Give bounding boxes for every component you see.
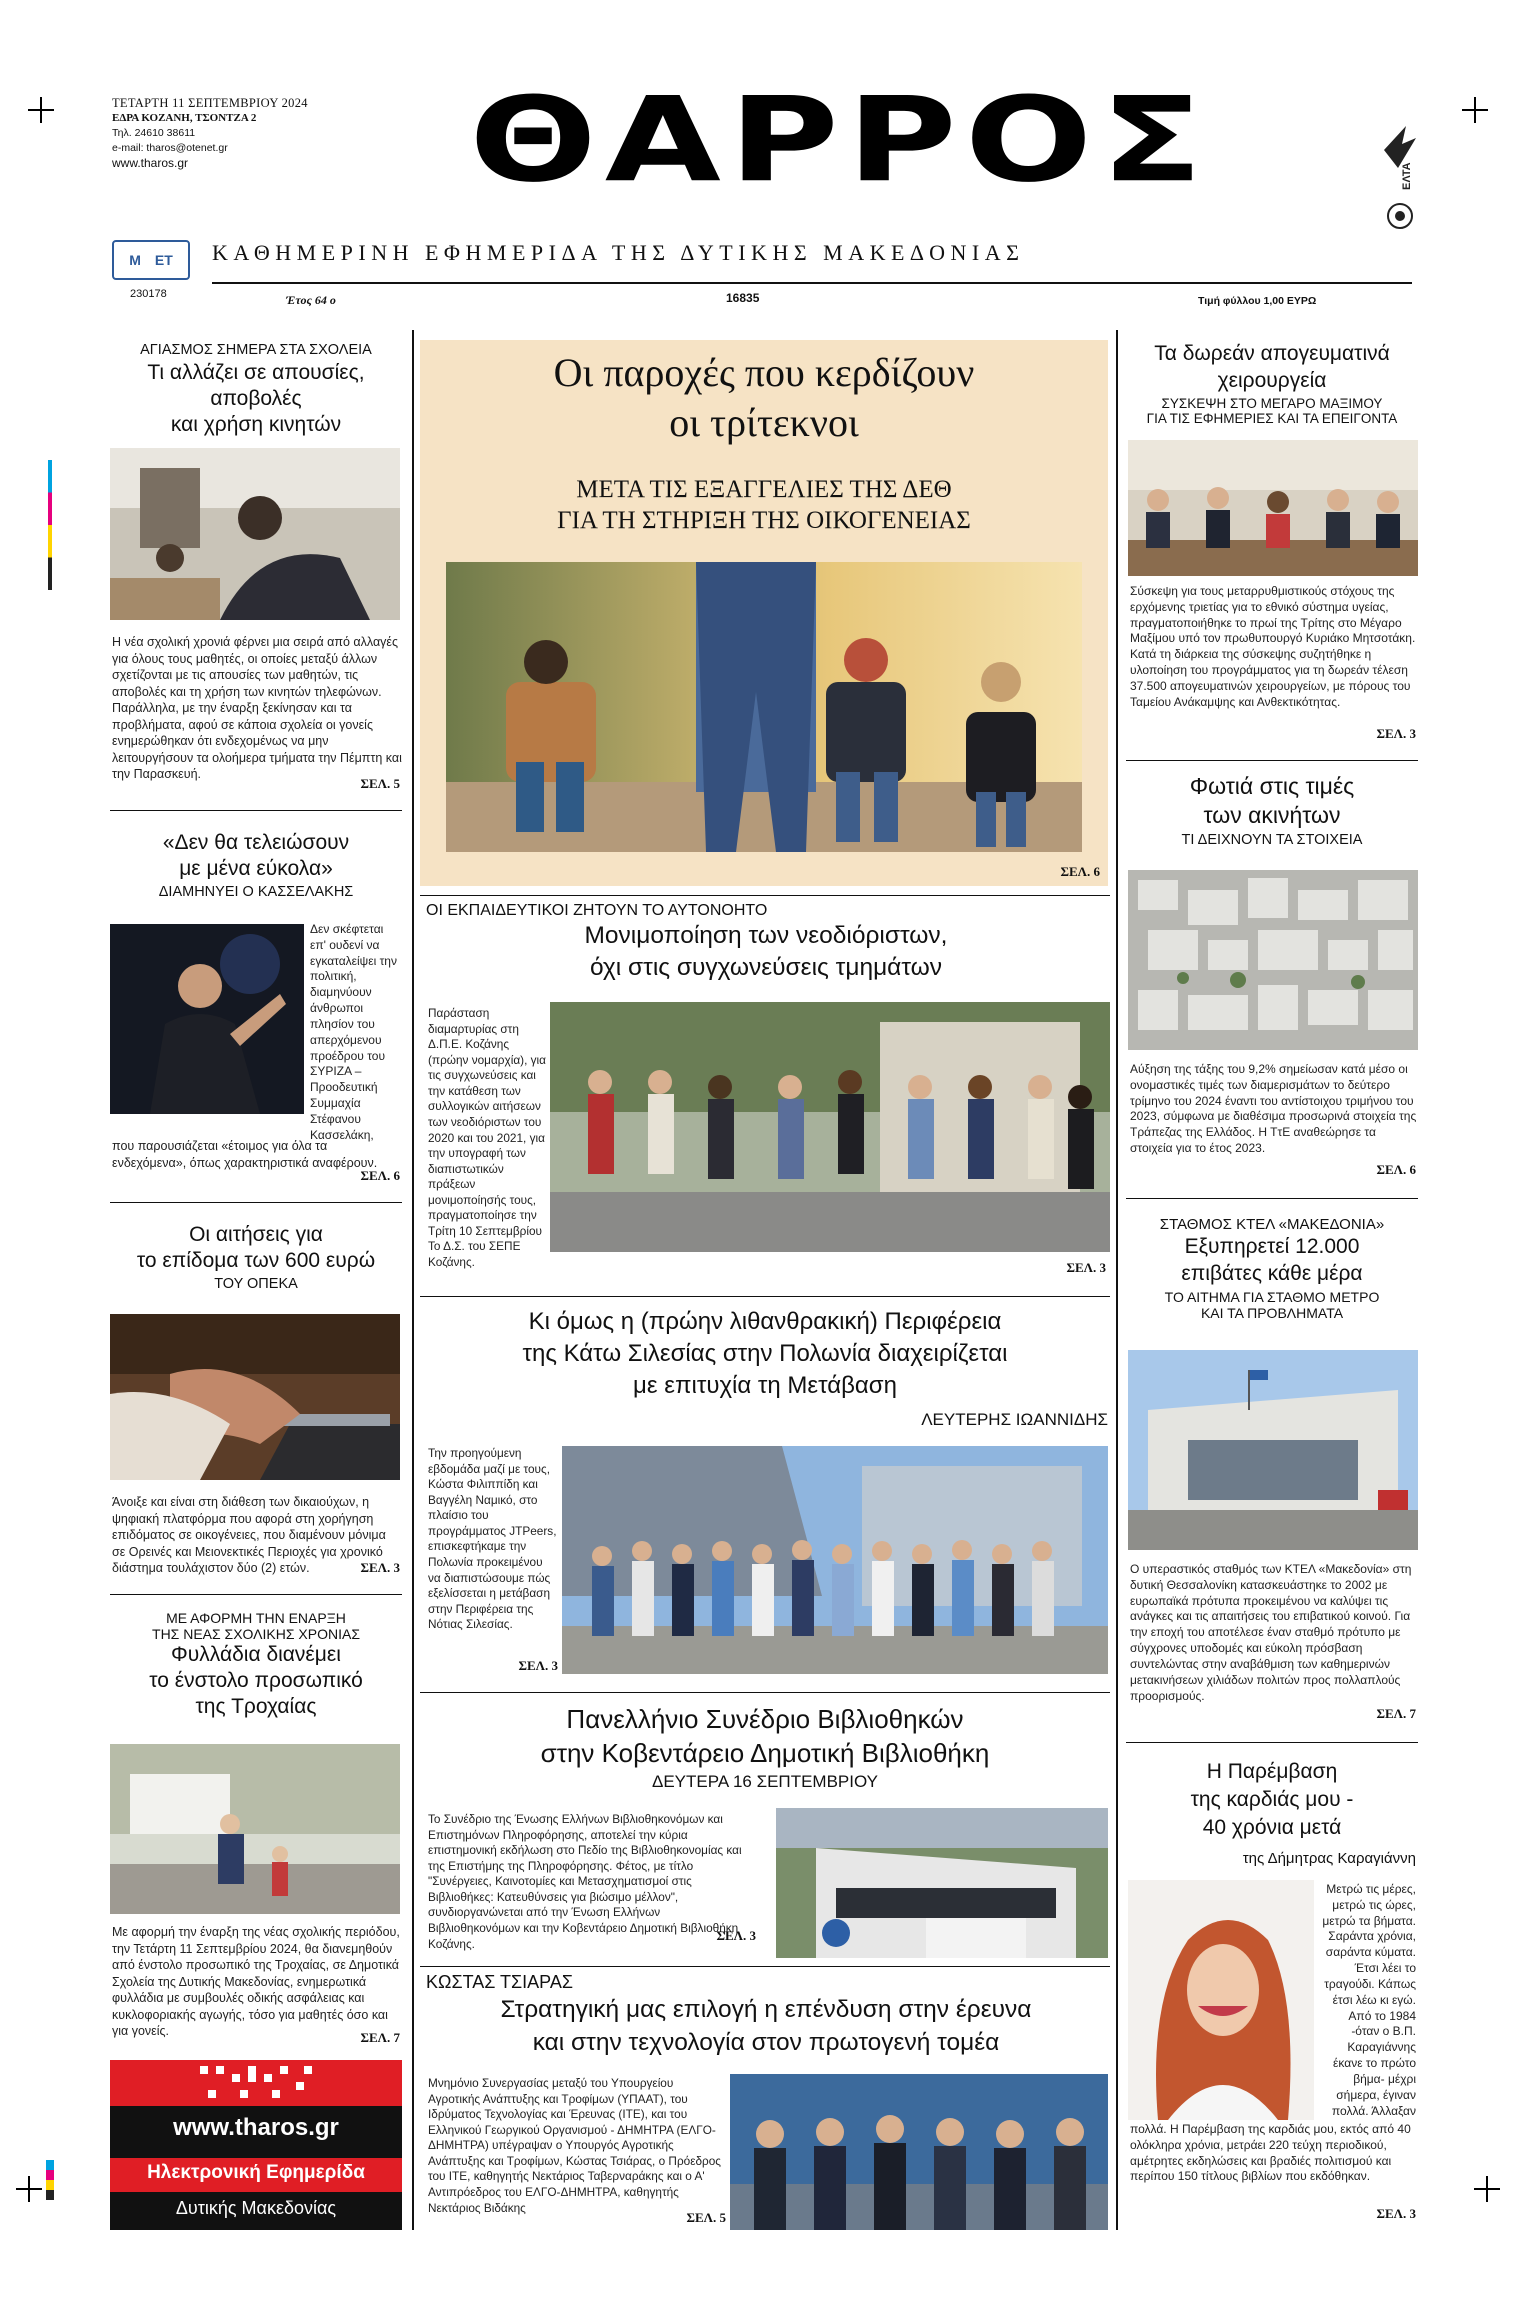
headline-line: με επιτυχία τη Μετάβαση	[633, 1372, 897, 1399]
photo-family-walking	[446, 562, 1082, 852]
issue-number: 16835	[726, 291, 760, 305]
headline-line: Οι αιτήσεις για	[189, 1223, 323, 1246]
headline	[426, 1993, 1106, 2059]
email: e-mail: tharos@otenet.gr	[112, 142, 228, 154]
page-ref[interactable]: ΣΕΛ. 7	[360, 2030, 400, 2045]
headline	[420, 1702, 1110, 1770]
headline	[1126, 340, 1418, 394]
elta-logo	[1376, 120, 1424, 230]
cmyk-mark	[46, 2160, 54, 2200]
headline-line: αποβολές	[210, 387, 302, 410]
headline	[110, 1222, 402, 1274]
color-bar	[48, 460, 52, 590]
article-traffic-police[interactable]	[110, 1610, 402, 1720]
subtitle: ΚΑΘΗΜΕΡΙΝΗ ΕΦΗΜΕΡΙΔΑ ΤΗΣ ΔΥΤΙΚΗΣ ΜΑΚΕΔΟΝΙΑΣ	[212, 240, 1025, 265]
issue-date: ΤΕΤΑΡΤΗ 11 ΣΕΠΤΕΜΒΡΙΟΥ 2024	[112, 96, 308, 110]
headline-line: το ένστολο προσωπικό	[149, 1669, 363, 1692]
headline-line: Τι αλλάζει σε απουσίες,	[147, 361, 365, 384]
headline-line: «Δεν θα τελειώσουν	[162, 831, 350, 854]
headline-line: οι τρίτεκνοι	[669, 400, 859, 445]
photo-karagianni	[1128, 1880, 1314, 2120]
page-ref[interactable]: ΣΕΛ. 5	[360, 776, 400, 791]
crop-mark-bottom-right	[1474, 2176, 1500, 2202]
kicker: ΔΕΥΤΕΡΑ 16 ΣΕΠΤΕΜΒΡΙΟΥ	[651, 1772, 878, 1791]
headline-line: το επίδομα των 600 ευρώ	[136, 1249, 376, 1272]
photo-classroom	[110, 448, 400, 620]
author: ΛΕΥΤΕΡΗΣ ΙΩΑΝΝΙΔΗΣ	[921, 1410, 1108, 1429]
section-rule	[420, 1296, 1110, 1297]
headline-line: Φυλλάδια διανέμει	[171, 1643, 341, 1666]
headline-line: της Κάτω Σιλεσίας στην Πολωνία διαχειρίζεται	[522, 1340, 1008, 1367]
section-rule	[110, 810, 402, 811]
year: Έτος 64 ο	[286, 293, 336, 307]
page-ref[interactable]: ΣΕΛ. 7	[1376, 1706, 1416, 1721]
section-rule	[420, 895, 1110, 896]
pixel-pattern-icon	[190, 2060, 320, 2106]
photo-tsiaras-signing	[730, 2074, 1108, 2230]
masthead-rule	[212, 282, 1412, 284]
photo-silesia-group	[562, 1446, 1108, 1674]
subheadline-line: ΜΕΤΑ ΤΙΣ ΕΞΑΓΓΕΛΙΕΣ ΤΗΣ ΔΕΘ	[576, 476, 952, 503]
lead-headline	[420, 348, 1108, 448]
headline	[1126, 772, 1418, 830]
headline-line: επιβάτες κάθε μέρα	[1181, 1262, 1363, 1285]
headline-line: Η Παρέμβαση	[1206, 1760, 1338, 1783]
crop-mark-top-left	[28, 97, 54, 123]
article-paremvasi[interactable]	[1126, 1758, 1418, 1842]
met-right: ΕΤ	[154, 252, 173, 268]
headline	[1126, 1233, 1418, 1287]
page-ref[interactable]: ΣΕΛ. 6	[360, 1168, 400, 1183]
promo-line2: Δυτικής Μακεδονίας	[175, 2198, 337, 2218]
section-rule	[420, 1692, 1110, 1693]
headline-line: της καρδιάς μου -	[1190, 1788, 1354, 1811]
kicker: ΣΤΑΘΜΟΣ ΚΤΕΛ «ΜΑΚΕΔΟΝΙΑ»	[1159, 1216, 1385, 1233]
price: Τιμή φύλλου 1,00 ΕΥΡΩ	[1198, 295, 1317, 307]
promo-url[interactable]: www.tharos.gr	[173, 2114, 339, 2141]
page-ref[interactable]: ΣΕΛ. 6	[1376, 1162, 1416, 1177]
newspaper-title: ΘΑΡΡΟΣ	[469, 72, 1211, 209]
crop-mark-bottom-left	[16, 2176, 42, 2202]
kicker: ΜΕ ΑΦΟΡΜΗ ΤΗΝ ΕΝΑΡΞΗ	[166, 1610, 346, 1626]
headline	[110, 830, 402, 882]
website[interactable]: www.tharos.gr	[112, 156, 189, 170]
article-opeka[interactable]	[110, 1222, 402, 1292]
author: της Δήμητρας Καραγιάννη	[1242, 1850, 1416, 1867]
headline-line: 40 χρόνια μετά	[1202, 1816, 1342, 1839]
photo-teachers-protest	[550, 1002, 1110, 1252]
article-body: Με αφορμή την έναρξη της νέας σχολικής περιόδου, την Τετάρτη 11 Σεπτεμβρίου 2024, θα διανεμηθούν από ένστολο προσωπικό της Τροχαίας, σε Δημοτικά Σχολεία της Δυτικής Μακεδονίας, ενημερωτικά φυλλάδια με συμβουλές οδικής ασφάλειας και κυκλοφοριακής αγωγής, τόσο για μαθητές όσο και για γονείς.	[112, 1925, 400, 2038]
article-body: Αύξηση της τάξης του 9,2% σημείωσαν κατά μέσο οι ονομαστικές τιμές των διαμερισμάτων το δεύτερο τρίμηνο του 2024 έναντι του αντίστοιχου τριμήνου του 2023, σύμφωνα με διαθέσιμα προσωρινά στοιχεία της Τράπεζας της Ελλάδος. Η ΤτΕ αναθεώρησε τα στοιχεία για το έτος 2023.	[1130, 1062, 1417, 1156]
page-ref[interactable]: ΣΕΛ. 3	[360, 1560, 400, 1575]
subheadline-line: ΓΙΑ ΤΗ ΣΤΗΡΙΞΗ ΤΗΣ ΟΙΚΟΓΕΝΕΙΑΣ	[557, 507, 971, 534]
page-ref[interactable]: ΣΕΛ. 3	[1376, 726, 1416, 741]
kicker: ΣΥΣΚΕΨΗ ΣΤΟ ΜΕΓΑΡΟ ΜΑΞΙΜΟΥ	[1161, 396, 1383, 411]
headline	[110, 360, 402, 438]
article-body: Μνημόνιο Συνεργασίας μεταξύ του Υπουργείου Αγροτικής Ανάπτυξης και Τροφίμων (ΥΠΑΑΤ), του Ιδρύματος Τεχνολογίας και Έρευνας (ΙΤΕ), και του Ελληνικού Γεωργικού Οργανισμού - ΔΗΜΗΤΡΑ (ΕΛΓΟ-ΔΗΜΗΤΡΑ) υπέγραψαν ο Υπουργός Αγροτικής Ανάπτυξης και Τροφίμων, Κώστας Τσιάρας, ο Πρόεδρος του ΙΤΕ, καθηγητής Νεκτάριος Ταβερναράκης και ο Α' Αντιπρόεδρος του ΕΛΓΟ-ΔΗΜΗΤΡΑ, καθηγητής Νεκτάριος Βιδάκης	[428, 2076, 721, 2215]
article-ktel[interactable]	[1126, 1216, 1418, 1321]
kicker: ΔΙΑΜΗΝΥΕΙ Ο ΚΑΣΣΕΛΑΚΗΣ	[158, 884, 354, 900]
page-ref[interactable]: ΣΕΛ. 6	[1060, 864, 1100, 879]
article-silesia[interactable]	[420, 1306, 1110, 1402]
article-body-bottom: πολλά. Η Παρέμβαση της καρδιάς μου, εκτός από 40 ολόκληρα χρόνια, μετράει 220 τεύχη περιοδικού, αμέτρητες εκδηλώσεις και βραδιές πολιτισμού και περίπου 150 τίτλους βιβλίων που εκδόθηκαν.	[1130, 2122, 1411, 2184]
article-library[interactable]	[420, 1702, 1110, 1792]
section-rule	[1126, 760, 1418, 761]
kicker: ΑΓΙΑΣΜΟΣ ΣΗΜΕΡΑ ΣΤΑ ΣΧΟΛΕΙΑ	[140, 342, 372, 358]
page-ref[interactable]: ΣΕΛ. 3	[1376, 2206, 1416, 2221]
headline-line: χειρουργεία	[1217, 369, 1327, 392]
section-rule	[1126, 1198, 1418, 1199]
photo-ktel-station	[1128, 1350, 1418, 1550]
article-body: Το Συνέδριο της Ένωσης Ελλήνων Βιβλιοθηκονόμων και Επιστημόνων Πληροφόρησης, αποτελεί την κύρια επιστημονική εκδήλωση στο Πεδίο της Βιβλιοθηκονομίας και της Επιστήμης της Πληροφόρησης. Φέτος, με τίτλο "Συνέργειες, Καινοτομίες και Μετασχηματισμοί στις Βιβλιοθήκες: Κατευθύνσεις για βιώσιμο μέλλον", συνδιοργανώνεται από την Ένωση Ελλήνων Βιβλιοθηκονόμων και την Κοβεντάρειο Δημοτική Βιβλιοθήκη Κοζάνης.	[428, 1812, 742, 1951]
promo-line1: Ηλεκτρονική Εφημερίδα	[147, 2162, 365, 2183]
kicker: ΟΙ ΕΚΠΑΙΔΕΥΤΙΚΟΙ ΖΗΤΟΥΝ ΤΟ ΑΥΤΟΝΟΗΤΟ	[426, 902, 768, 919]
headline-line: της Τροχαίας	[195, 1695, 317, 1718]
kicker: ΤΙ ΔΕΙΧΝΟΥΝ ΤΑ ΣΤΟΙΧΕΙΑ	[1181, 832, 1363, 848]
photo-traffic-police	[110, 1744, 400, 1914]
article-kasselakis[interactable]	[110, 830, 402, 900]
headline-line: Οι παροχές που κερδίζουν	[553, 350, 975, 395]
kicker: ΤΟΥ ΟΠΕΚΑ	[214, 1276, 298, 1292]
headline-line: στην Κοβεντάρειο Δημοτική Βιβλιοθήκη	[540, 1738, 990, 1768]
article-teachers[interactable]	[426, 902, 1106, 984]
article-surgeries[interactable]	[1126, 340, 1418, 426]
headline	[426, 920, 1106, 984]
article-body: Σύσκεψη για τους μεταρρυθμιστικούς στόχους της ερχόμενης τριετίας για το εθνικό σύστημα υγείας, πραγματοποιήθηκε το πρωί της Τρίτης στο Μέγαρο Μαξίμου υπό τον πρωθυπουργό Κυριάκο Μητσοτάκη. Κατά τη διάρκεια της σύσκεψης συζητήθηκε η υλοποίηση του προγράμματος για τη δωρεάν τέλεση 37.500 απογευματινών χειρουργείων, με πόρους του Ταμείου Ανάκαμψης και Ανθεκτικότητας.	[1130, 584, 1416, 709]
photo-maximos-meeting	[1128, 440, 1418, 576]
article-body: Παράσταση διαμαρτυρίας στη Δ.Π.Ε. Κοζάνης (πρώην νομαρχία), για τις συγχωνεύσεις και την κατάθεση των συλλογικών αιτήσεων των νεοδιόριστων του 2020 και του 2021, για την υπογραφή των διαπιστωτικών πράξεων μονιμοποίησής τους, πραγματοποίησε την Τρίτη 10 Σεπτεμβρίου Το Δ.Σ. του ΣΕΠΕ Κοζάνης.	[428, 1006, 546, 1269]
page-ref[interactable]: ΣΕΛ. 3	[716, 1928, 756, 1943]
masthead-info	[112, 96, 352, 171]
article-body: Την προηγούμενη εβδομάδα μαζί με τους, Κώστα Φιλιππίδη και Βαγγέλη Ναμικό, στο πλαίσιο του προγράμματος JTPeers, επισκεφτήκαμε την Πολωνία προκειμένου να διαπιστώσουμε πώς εξελίσσεται η μετάβαση στην Περιφέρεια της Νότιας Σιλεσίας.	[428, 1446, 557, 1632]
crop-mark-top-right	[1462, 97, 1488, 123]
lead-story[interactable]	[420, 340, 1108, 886]
met-badge	[112, 240, 190, 280]
article-body: Ο υπεραστικός σταθμός των ΚΤΕΛ «Μακεδονία» στη δυτική Θεσσαλονίκη κατασκευάστηκε το 2002 με ευρωπαϊκά πρότυπα προκειμένου να καλύψει τις ανάγκες και τις απαιτήσεις του επιβατικού κοινού. Για την εποχή του αποτέλεσε έναν σταθμό πρότυπο με σύγχρονες υποδομές και εύκολη πρόσβαση συντελώντας στην αναβάθμιση των καθημερινών μετακινήσεων χιλιάδων πολιτών προς πολλαπλούς προορισμούς.	[1130, 1562, 1412, 1703]
photo-kasselakis	[110, 924, 304, 1114]
address: ΕΔΡΑ ΚΟΖΑΝΗ, ΤΣΟΝΤΖΑ 2	[112, 112, 257, 124]
headline-line: Εξυπηρετεί 12.000	[1184, 1235, 1360, 1258]
met-code: 230178	[130, 288, 167, 300]
headline	[420, 1306, 1110, 1402]
photo-laptop	[110, 1314, 400, 1480]
photo-library-building	[776, 1808, 1108, 1958]
headline-line: και χρήση κινητών	[170, 413, 342, 436]
headline-line: όχι στις συγχωνεύσεις τμημάτων	[589, 954, 943, 981]
kicker: ΓΙΑ ΤΙΣ ΕΦΗΜΕΡΙΕΣ ΚΑΙ ΤΑ ΕΠΕΙΓΟΝΤΑ	[1146, 411, 1398, 426]
article-body-side: Δεν σκέφτεται επ' ουδενί να εγκαταλείψει την πολιτική, διαμηνύουν άνθρωποι πλησίον του απερχόμενου προέδρου του ΣΥΡΙΖΑ – Προοδευτική Συμμαχία Στέφανου Κασσελάκη,	[310, 922, 397, 1142]
headline-line: και στην τεχνολογία στον πρωτογενή τομέα	[532, 2029, 1000, 2056]
article-real-estate[interactable]	[1126, 772, 1418, 848]
headline	[110, 1642, 402, 1720]
article-tsiaras[interactable]	[426, 1972, 1106, 2059]
met-left: Μ	[129, 252, 141, 268]
promo-box[interactable]	[110, 2060, 402, 2230]
headline-line: Στρατηγική μας επιλογή η επένδυση στην έρευνα	[500, 1996, 1032, 2023]
column-rule-left	[412, 330, 414, 2230]
section-rule	[1126, 1742, 1418, 1743]
headline-line: Πανελλήνιο Συνέδριο Βιβλιοθηκών	[566, 1704, 964, 1734]
article-school-rules[interactable]	[110, 342, 402, 438]
article-body: Άνοιξε και είναι στη διάθεση των δικαιούχων, η ψηφιακή πλατφόρμα που αφορά στη χορήγηση επιδόματος σε οικογένειες, που διαμένουν μόνιμα σε Ορεινές και Μειονεκτικές Περιοχές για χρονικό διάστημα τουλάχιστον δύο (2) ετών.	[112, 1495, 386, 1575]
section-rule	[110, 1594, 402, 1595]
headline-line: Τα δωρεάν απογευματινά	[1154, 342, 1390, 365]
headline-line: Φωτιά στις τιμές	[1189, 773, 1355, 799]
kicker: ΤΟ ΑΙΤΗΜΑ ΓΙΑ ΣΤΑΘΜΟ ΜΕΤΡΟ	[1164, 1289, 1380, 1305]
kicker: ΤΗΣ ΝΕΑΣ ΣΧΟΛΙΚΗΣ ΧΡΟΝΙΑΣ	[152, 1626, 360, 1642]
section-rule	[110, 1202, 402, 1203]
headline-line: με μένα εύκολα»	[179, 857, 333, 880]
column-rule-right	[1116, 330, 1118, 2230]
phone: Τηλ. 24610 38611	[112, 127, 196, 139]
kicker: ΚΩΣΤΑΣ ΤΣΙΑΡΑΣ	[426, 1972, 573, 1992]
article-body-side: Μετρώ τις μέρες, μετρώ τις ώρες, μετρώ τα βήματα. Σαράντα χρόνια, σαράντα κύματα. Έτσι λέει το τραγούδι. Κάπως έτσι λέω κι εγώ. Από το 1984 -όταν ο Β.Π. Καραγιάννης έκανε το πρώτο βήμα- μέχρι σήμερα, έγιναν πολλά. Άλλαξαν	[1322, 1882, 1416, 2118]
page-ref[interactable]: ΣΕΛ. 3	[1066, 1260, 1106, 1275]
headline-line: Κι όμως η (πρώην λιθανθρακική) Περιφέρεια	[528, 1308, 1002, 1335]
page-ref[interactable]: ΣΕΛ. 3	[518, 1658, 558, 1673]
lead-subheadline	[420, 474, 1108, 536]
headline-line: Μονιμοποίηση των νεοδιόριστων,	[584, 922, 948, 949]
svg-text:ΕΛΤΑ: ΕΛΤΑ	[1401, 162, 1413, 190]
headline-line: των ακινήτων	[1203, 802, 1341, 828]
article-body-bottom: που παρουσιάζεται «έτοιμος για όλα τα ενδεχόμενα», όπως χαρακτηριστικά αναφέρουν.	[112, 1139, 378, 1170]
section-rule	[420, 1966, 1110, 1967]
page-ref[interactable]: ΣΕΛ. 5	[686, 2210, 726, 2225]
photo-city-aerial	[1128, 870, 1418, 1050]
article-body: Η νέα σχολική χρονιά φέρνει μια σειρά από αλλαγές για όλους τους μαθητές, οι οποίες μεταξύ άλλων σχετίζονται με τις απουσίες των μαθητών, τις αποβολές και τη χρήση των κινητών τηλεφώνων. Παράλληλα, με την έναρξη ξεκίνησαν και τα προβλήματα, αφού σε κάποια σχολεία οι γονείς ενημερώθηκαν ότι ενδεχομένως να μην λειτουργήσουν τα ολοήμερα τμήματα την Πέμπτη και την Παρασκευή.	[112, 635, 402, 781]
kicker: ΚΑΙ ΤΑ ΠΡΟΒΛΗΜΑΤΑ	[1200, 1305, 1344, 1321]
headline	[1126, 1758, 1418, 1842]
